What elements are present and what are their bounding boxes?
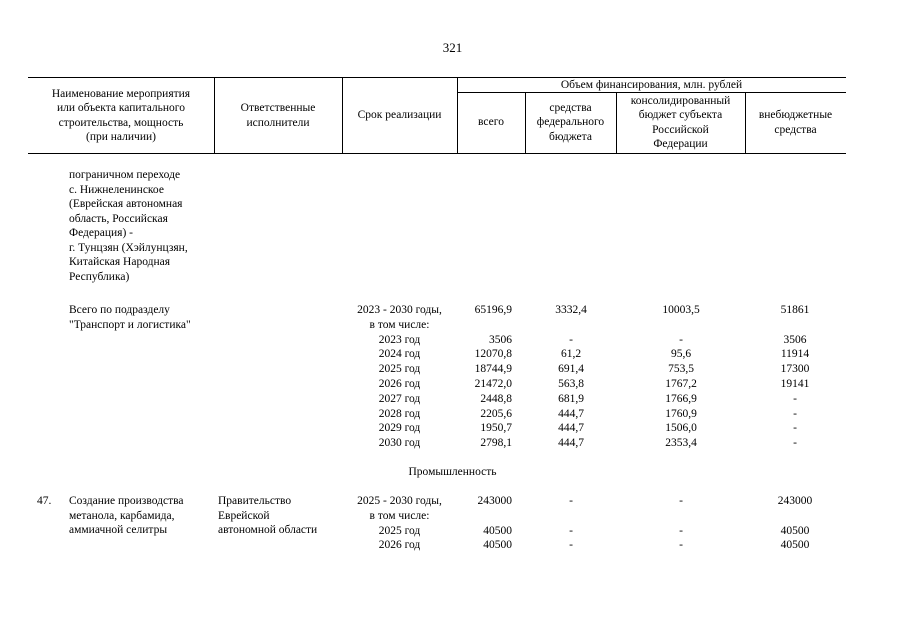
row-extra: 243000 [777, 495, 813, 507]
row-federal: - [569, 539, 573, 552]
row-extra: - [793, 422, 797, 435]
row-extra: 11914 [780, 348, 810, 361]
header-funding-col: Объем финансирования, млн. рублей [560, 78, 743, 91]
row-total: 40500 [483, 524, 512, 537]
continuation-text: пограничном переходе с. Нижнеленинское (Еврейская автономная область, Российская Федерация) - г. Тунцзян (Хэйлунцзян, Китайская Народная Республика) [69, 169, 188, 283]
row-extra: 17300 [780, 363, 810, 376]
header-extra-col: внебюджетные средства [758, 109, 833, 136]
row-period: 2028 год [378, 407, 421, 420]
row-period: 2023 год [378, 333, 421, 346]
row-regional: 1767,2 [665, 378, 697, 390]
row-regional: - [679, 524, 683, 537]
row-regional: 1766,9 [665, 392, 697, 405]
row-federal: 681,9 [558, 392, 584, 405]
row-federal: - [569, 333, 573, 346]
row-extra: 51861 [780, 304, 810, 316]
row-regional: 753,5 [668, 363, 694, 376]
row-federal: 563,8 [558, 378, 584, 390]
row-total: 243000 [477, 495, 512, 507]
row-period: 2025 год [378, 524, 421, 537]
row-federal: - [569, 524, 573, 537]
row-regional: 2353,4 [665, 437, 697, 450]
row-period: 2024 год [378, 348, 421, 361]
row-extra: 19141 [780, 378, 810, 390]
subtotal-name: Всего по подразделу "Транспорт и логистика" [69, 304, 191, 331]
row-federal: 691,4 [558, 363, 584, 376]
row-period: 2029 год [378, 422, 421, 435]
row-extra: - [793, 392, 797, 405]
row-period: в том числе: [369, 509, 430, 522]
row-regional: 1506,0 [665, 422, 697, 435]
header-regional-col: консолидированный бюджет субъекта Российской Федерации [630, 94, 731, 150]
row-total: 40500 [483, 539, 512, 552]
row-total: 12070,8 [474, 348, 512, 361]
section-title: Промышленность [408, 466, 497, 478]
row-total: 1950,7 [480, 422, 512, 435]
item-executor: Правительство Еврейской автономной области [218, 495, 318, 536]
row-regional: 95,6 [670, 348, 692, 361]
row-extra: 40500 [780, 524, 810, 537]
header-name-col: Наименование мероприятия или объекта капитального строительства, мощность (при наличии) [51, 87, 191, 143]
row-total: 2448,8 [480, 392, 512, 405]
row-federal: 444,7 [558, 407, 584, 420]
row-period: 2030 год [378, 437, 421, 450]
header-executors-col: Ответственные исполнители [240, 102, 316, 129]
row-total: 3506 [489, 333, 512, 346]
row-period: 2027 год [378, 392, 421, 405]
row-extra: 3506 [783, 333, 807, 346]
row-period: 2025 - 2030 годы, [357, 495, 442, 507]
row-federal: 61,2 [560, 348, 582, 361]
header-total-col: всего [478, 116, 504, 129]
row-federal: 3332,4 [555, 304, 587, 316]
row-period: 2026 год [378, 378, 421, 390]
row-extra: - [793, 437, 797, 450]
page-number: 321 [442, 40, 463, 55]
header-federal-col: средства федерального бюджета [536, 101, 605, 143]
row-federal: 444,7 [558, 422, 584, 435]
row-extra: 40500 [780, 539, 810, 552]
row-period: 2026 год [378, 539, 421, 552]
row-federal: 444,7 [558, 437, 584, 450]
row-regional: - [679, 539, 683, 552]
table-header [28, 77, 846, 154]
row-federal: - [569, 495, 573, 507]
row-regional: - [679, 495, 683, 507]
row-period: 2023 - 2030 годы, [357, 304, 442, 316]
row-period: 2025 год [378, 363, 421, 376]
row-regional: 1760,9 [665, 407, 697, 420]
row-regional: 10003,5 [662, 304, 700, 316]
row-total: 65196,9 [474, 304, 512, 316]
item-number: 47. [37, 495, 52, 507]
header-period-col: Срок реализации [357, 109, 442, 122]
row-regional: - [679, 333, 683, 346]
row-period: в том числе: [369, 318, 430, 331]
row-total: 2798,1 [480, 437, 512, 450]
row-total: 2205,6 [480, 407, 512, 420]
row-total: 18744,9 [474, 363, 512, 376]
row-total: 21472,0 [474, 378, 512, 390]
item-name: Создание производства метанола, карбамида, аммиачной селитры [69, 495, 184, 536]
row-extra: - [793, 407, 797, 420]
